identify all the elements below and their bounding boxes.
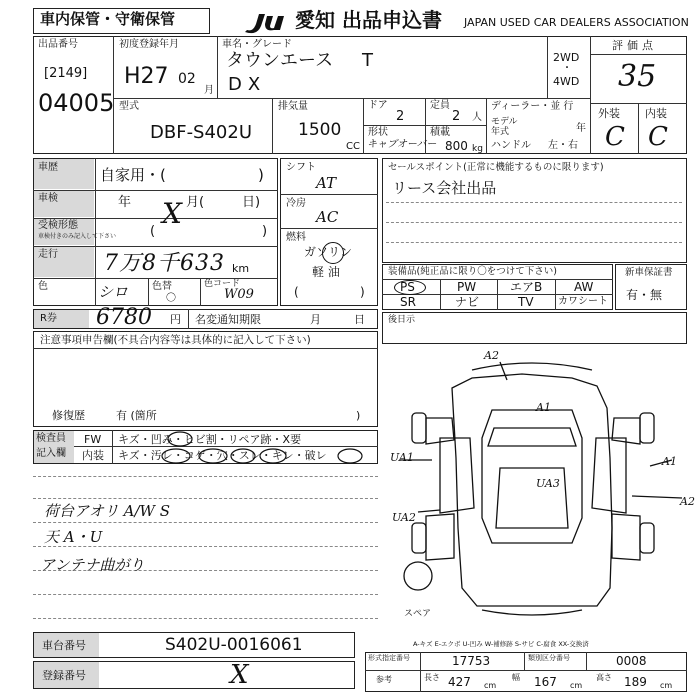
cc-unit: CC <box>346 141 360 152</box>
height-label: 高さ <box>596 673 612 682</box>
car-name-label: 車名・グレード <box>222 39 292 50</box>
warranty-label: 新車保証書 <box>625 267 673 278</box>
height-value: 189 <box>624 675 647 689</box>
fuel-gas: ガソリン <box>304 245 353 259</box>
diagram-wheel <box>412 523 426 553</box>
chassis-label: 車台番号 <box>42 639 86 652</box>
car-grade: DX <box>228 74 267 95</box>
rating-score: 35 <box>618 59 657 94</box>
ref-label: 参考 <box>376 675 392 684</box>
car-variant: T <box>362 50 373 71</box>
year-unit: 年 <box>576 123 586 134</box>
recycle-unit: 円 <box>170 313 181 326</box>
divider <box>363 98 364 154</box>
color-value: シロ <box>98 283 129 301</box>
divider <box>486 98 487 154</box>
diagram-wheel <box>640 523 654 553</box>
plate-mark: X <box>230 660 249 690</box>
repair-label: 修復歴 <box>52 409 85 422</box>
divider <box>272 98 273 154</box>
equip-airbag: エアB <box>510 280 543 294</box>
dashed-line <box>33 546 378 547</box>
sales-point-block <box>382 158 687 263</box>
diagram-left-rear <box>426 514 454 560</box>
first-reg-label: 初度登録年月 <box>119 39 179 50</box>
diagram-windshield <box>488 428 576 446</box>
length-value: 427 <box>448 675 471 689</box>
designated-label: 形式指定番号 <box>368 654 410 662</box>
divider <box>638 103 639 154</box>
warranty-value: 有・無 <box>626 288 663 302</box>
divider <box>547 36 548 98</box>
notes-label: 注意事項申告欄(不具合内容等は具体的に記入して下さい) <box>40 334 311 346</box>
divider <box>188 309 189 329</box>
divider <box>200 278 201 306</box>
vehicle-diagram <box>382 348 687 618</box>
equip-ps-circle <box>394 280 426 295</box>
diagram-mark-a2: A2 <box>484 349 499 362</box>
sales-point-value: リース会社出品 <box>392 179 497 197</box>
category-number: 0008 <box>616 654 647 668</box>
body-type: キャブオーバー <box>367 139 437 150</box>
reg-year: H27 <box>124 64 169 89</box>
dashed-line <box>386 242 682 243</box>
recycle-label: R券 <box>40 313 57 324</box>
drive-2wd: 2WD <box>553 51 580 64</box>
divider <box>420 652 421 692</box>
spare-label: スペア <box>404 609 432 619</box>
load: 800 <box>445 139 468 153</box>
int-label: 内装 <box>645 107 667 120</box>
plate-label: 登録番号 <box>42 669 86 682</box>
category-label: 類別区分番号 <box>528 654 570 662</box>
drive-4wd: 4WD <box>553 75 580 88</box>
fuel-close: ) <box>360 285 365 299</box>
inspector-circles <box>112 430 378 464</box>
dashed-line <box>33 498 378 499</box>
handle-label: ハンドル <box>491 140 531 151</box>
repair-value: 有 (箇所 <box>116 409 157 422</box>
entry-label: 記入欄 <box>36 448 66 459</box>
recycle-value: 6780 <box>96 305 152 330</box>
width-label: 幅 <box>512 673 520 682</box>
divider <box>497 279 498 310</box>
model-type: DBF-S402U <box>150 122 253 143</box>
org-title: 愛知 出品申込書 <box>295 8 442 32</box>
inspection-day: 日) <box>242 195 261 210</box>
load-label: 積載 <box>430 127 450 138</box>
shift-value: AT <box>316 174 337 192</box>
deadline-label: 名変通知期限 <box>195 313 261 326</box>
equip-navi: ナビ <box>455 295 480 309</box>
divider <box>33 348 378 349</box>
diagram-mark-line <box>418 510 440 512</box>
ju-logo <box>243 10 293 34</box>
divider <box>113 98 590 99</box>
divider <box>33 278 278 279</box>
height-unit: cm <box>660 681 673 690</box>
diagram-mark-ua3: UA3 <box>536 477 560 490</box>
history-value: 自家用・( <box>100 166 166 184</box>
color-code: W09 <box>224 287 254 302</box>
color-change-value: 〇 <box>166 293 176 304</box>
reg-month: 02 <box>178 71 196 87</box>
storage-title: 車内保管・守衛保管 <box>40 10 176 28</box>
reg-month-suffix: 月 <box>204 85 214 96</box>
history-close: ) <box>258 166 264 184</box>
lot-label: 出品番号 <box>38 39 78 50</box>
divider <box>524 652 525 670</box>
width-value: 167 <box>534 675 557 689</box>
diagram-right-rear <box>612 514 640 560</box>
diagram-wheel <box>640 413 654 443</box>
fuel-open: ( <box>294 285 299 299</box>
designated-number: 17753 <box>452 654 491 668</box>
interior-items: キズ・汚レ・コゲ・穴・スレ・キレ・破レ <box>118 449 327 462</box>
body-label: 形状 <box>368 127 388 138</box>
diagram-body-outline <box>452 374 612 606</box>
diagram-mark-a1-right: A1 <box>662 455 677 468</box>
equipment-label: 装備品(純正品に限り〇をつけて下さい) <box>388 266 557 277</box>
fuel-circle <box>322 242 344 264</box>
diagram-rear-bumper <box>482 610 582 615</box>
diagram-mark-line <box>632 496 682 498</box>
org-english: JAPAN USED CAR DEALERS ASSOCIATION <box>464 16 689 29</box>
divider <box>365 670 687 671</box>
fw-items: キズ・凹み・ヒビ割・リペア跡・X要 <box>118 433 302 446</box>
dealer-label: ディーラー・並 行 <box>491 101 574 112</box>
cooler-value: AC <box>316 208 339 226</box>
load-unit: kg <box>472 144 483 154</box>
diagram-mark-ua2: UA2 <box>392 511 416 524</box>
diagram-roof <box>482 410 582 543</box>
divider <box>555 279 556 310</box>
capacity-unit: 人 <box>472 112 482 123</box>
dashed-line <box>386 222 682 223</box>
handwritten-note-1: 荷台アオリ A/W S <box>44 502 170 520</box>
length-unit: cm <box>484 681 497 690</box>
shift-label: シフト <box>286 162 316 173</box>
dashed-line <box>33 522 378 523</box>
diagram-mark-a2-right: A2 <box>680 495 695 508</box>
diagram-front-bumper <box>472 363 592 370</box>
fw-label: FW <box>84 433 102 446</box>
divider <box>148 278 149 306</box>
doors-label: ドア <box>368 100 388 111</box>
fuel-label: 燃料 <box>286 232 306 243</box>
displacement: 1500 <box>298 120 342 140</box>
accept-open: ( <box>150 224 156 239</box>
color-label: 色 <box>38 281 48 292</box>
interior-label: 内装 <box>82 449 104 462</box>
model-year-label: モデル 年式 <box>491 117 518 137</box>
color-code-label: 色コード <box>204 279 241 289</box>
accept-close: ) <box>262 224 268 239</box>
top-grid <box>33 36 687 154</box>
color-change-label: 色替 <box>152 281 172 292</box>
rear-seat-block <box>382 312 687 344</box>
ext-grade: C <box>605 122 625 152</box>
mileage-value: 7万8千633 <box>104 251 225 276</box>
fuel-diesel: 軽 油 <box>312 265 340 279</box>
divider <box>590 54 687 55</box>
rear-seat-label: 後日示 <box>388 315 416 325</box>
lot-bracket: [2149] <box>44 66 88 81</box>
divider <box>586 652 587 670</box>
dashed-line <box>33 476 378 477</box>
divider <box>280 228 378 229</box>
chassis-number: S402U-0016061 <box>165 635 303 655</box>
int-grade: C <box>648 122 668 152</box>
inspector-label: 検査員 <box>36 433 66 444</box>
equip-sr: SR <box>400 295 416 309</box>
rating-label: 評価点 <box>612 39 657 52</box>
drive-dot: ・ <box>562 63 572 74</box>
equip-aw: AW <box>574 280 594 294</box>
history-label: 車歴 <box>38 162 58 173</box>
handwritten-note-2: 天 A・U <box>44 528 103 546</box>
handle-value: 左・右 <box>548 140 578 151</box>
doors: 2 <box>396 109 405 124</box>
ju-logo-mark <box>243 10 293 34</box>
mileage-label: 走行 <box>38 249 58 260</box>
capacity: 2 <box>452 109 461 124</box>
divider <box>95 158 96 306</box>
accept-label: 受検形態 <box>38 220 78 231</box>
lot-number: 04005 <box>38 89 115 117</box>
model-type-label: 型式 <box>119 101 139 112</box>
divider <box>440 279 441 310</box>
spare-tire <box>404 562 432 590</box>
equip-pw: PW <box>457 280 477 294</box>
ext-label: 外装 <box>598 107 620 120</box>
equip-tv: TV <box>518 295 534 309</box>
inspection-mark: X <box>162 197 182 230</box>
equip-ps: PS <box>400 280 415 294</box>
capacity-label: 定員 <box>430 100 450 111</box>
displacement-label: 排気量 <box>278 101 308 112</box>
inspection-label: 車検 <box>38 193 58 204</box>
deadline-day: 日 <box>354 313 365 326</box>
divider <box>217 36 218 98</box>
repair-close: ) <box>356 409 361 422</box>
deadline-month: 月 <box>310 313 321 326</box>
dashed-line <box>386 202 682 203</box>
diagram-mark-a1: A1 <box>536 401 551 414</box>
inspection-year: 年 <box>118 195 132 210</box>
equip-leather: カワシート <box>558 296 608 307</box>
width-unit: cm <box>570 681 583 690</box>
sales-point-label: セールスポイント(正常に機能するものに限ります) <box>388 162 604 173</box>
dashed-line <box>33 618 378 619</box>
dashed-line <box>33 594 378 595</box>
length-label: 長さ <box>424 673 440 682</box>
damage-legend: A-キズ E-エクボ U-凹み W-補修跡 S-サビ C-腐食 XX-交換済 <box>413 640 589 648</box>
diagram-mark-ua1-left: UA1 <box>390 451 414 464</box>
divider <box>280 194 378 195</box>
accept-note: 車検付きのみ記入して下さい <box>38 233 117 240</box>
car-name: タウンエース <box>226 50 334 71</box>
cooler-label: 冷房 <box>286 198 306 209</box>
divider <box>363 125 486 126</box>
inspection-month: 月( <box>186 195 205 210</box>
diagram-wheel <box>412 413 426 443</box>
mileage-unit: km <box>232 262 250 275</box>
handwritten-note-3: アンテナ曲がり <box>40 556 145 574</box>
